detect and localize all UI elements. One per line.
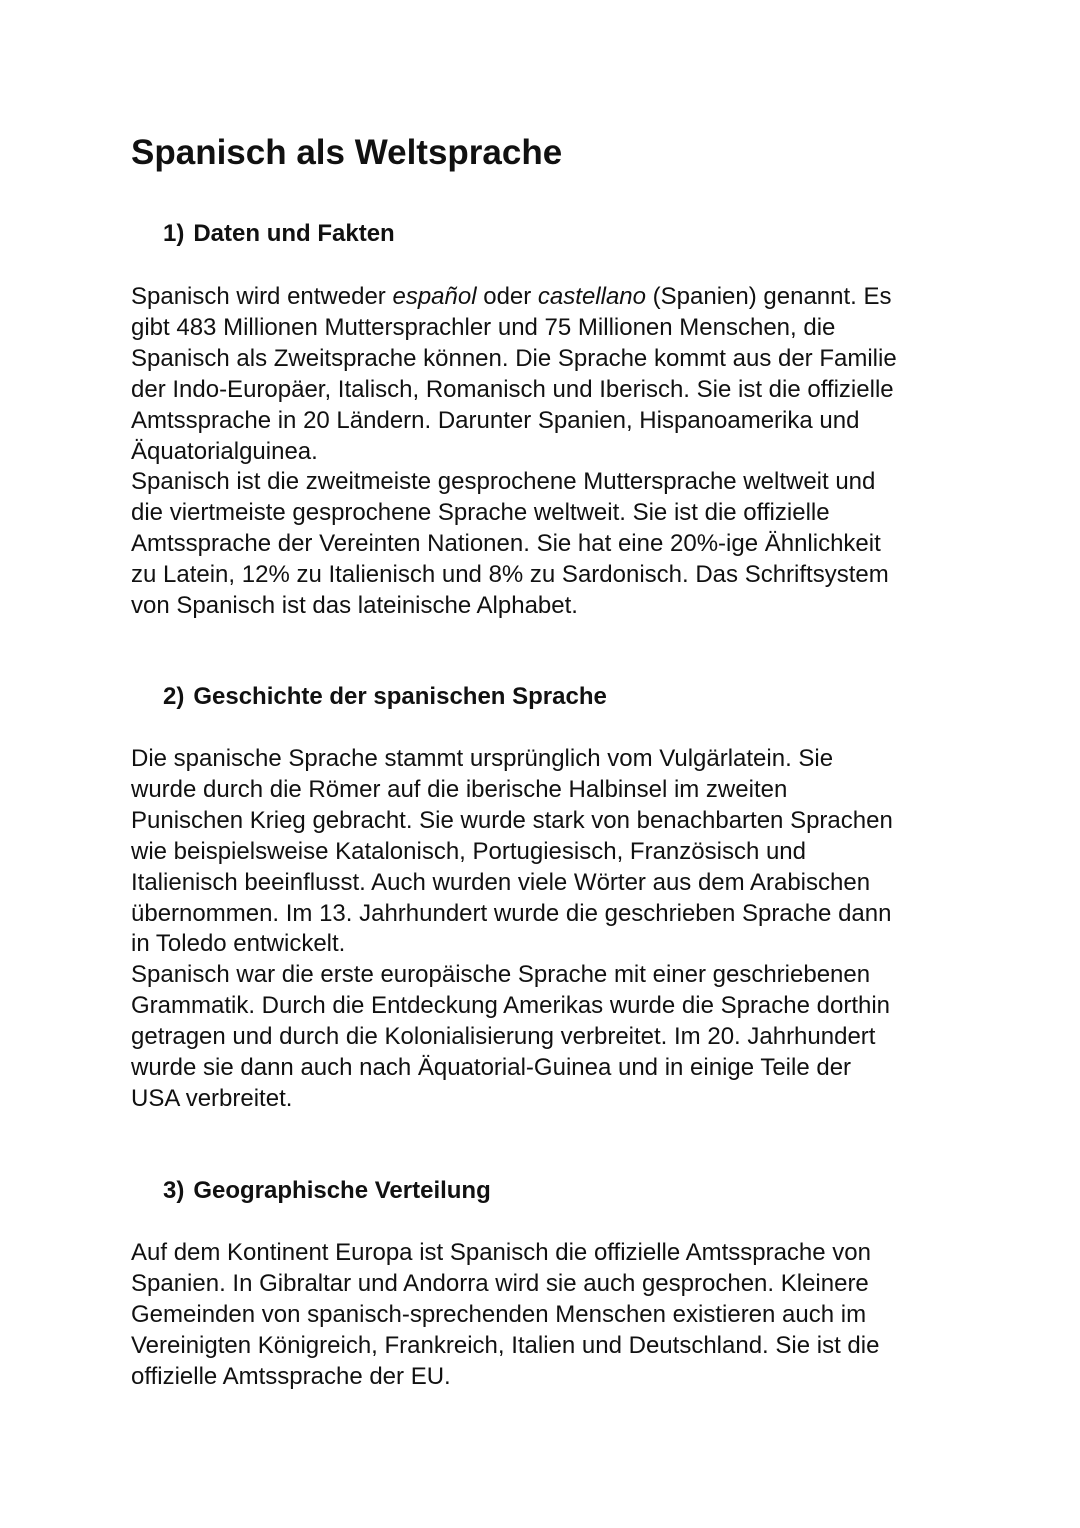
paragraph-line: Spanisch als Zweitsprache können. Die Sprache kommt aus der Familie — [131, 344, 897, 372]
section-number: 1) — [163, 220, 185, 247]
paragraph-line: Punischen Krieg gebracht. Sie wurde stark von benachbarten Sprachen — [131, 806, 893, 834]
page-title: Spanisch als Weltsprache — [131, 133, 563, 172]
italic-term-castellano: castellano — [537, 283, 646, 310]
section-number: 3) — [163, 1177, 185, 1204]
section-heading-text: Geographische Verteilung — [193, 1177, 491, 1204]
italic-term-espanol: español — [392, 283, 477, 310]
section-paragraph-geschichte — [131, 744, 961, 1115]
paragraph-line: übernommen. Im 13. Jahrhundert wurde die geschrieben Sprache dann — [131, 899, 892, 927]
paragraph-line — [131, 282, 961, 313]
text-run: Spanisch wird entweder — [131, 283, 393, 310]
paragraph-line: Vereinigten Königreich, Frankreich, Italien und Deutschland. Sie ist die — [131, 1331, 880, 1359]
section-paragraph-daten-und-fakten — [131, 282, 961, 622]
section-number: 2) — [163, 683, 185, 710]
paragraph-line: gibt 483 Millionen Muttersprachler und 75 Millionen Menschen, die — [131, 313, 836, 341]
paragraph-line: Äquatorialguinea. — [131, 437, 318, 465]
paragraph-line: Gemeinden von spanisch-sprechenden Menschen existieren auch im — [131, 1300, 867, 1328]
paragraph-line: in Toledo entwickelt. — [131, 930, 346, 958]
paragraph-line: USA verbreitet. — [131, 1084, 293, 1112]
section-heading-text: Daten und Fakten — [193, 220, 395, 247]
paragraph-line: Die spanische Sprache stammt ursprünglich vom Vulgärlatein. Sie — [131, 745, 834, 772]
section-heading-text: Geschichte der spanischen Sprache — [193, 683, 607, 710]
paragraph-line: wurde durch die Römer auf die iberische Halbinsel im zweiten — [131, 775, 788, 803]
text-run: (Spanien) genannt. Es — [646, 283, 892, 310]
paragraph-line: Amtssprache in 20 Ländern. Darunter Spanien, Hispanoamerika und — [131, 406, 860, 434]
paragraph-line: offizielle Amtssprache der EU. — [131, 1362, 451, 1390]
paragraph-line: die viertmeiste gesprochene Sprache weltweit. Sie ist die offizielle — [131, 499, 830, 527]
section-heading-geographische-verteilung — [163, 1176, 491, 1206]
paragraph-line: Spanisch war die erste europäische Sprache mit einer geschriebenen — [131, 961, 871, 989]
paragraph-line: von Spanisch ist das lateinische Alphabet. — [131, 592, 578, 620]
paragraph-line: Spanisch ist die zweitmeiste gesprochene Muttersprache weltweit und — [131, 468, 876, 496]
section-heading-daten-und-fakten — [163, 219, 395, 249]
paragraph-line: Italienisch beeinflusst. Auch wurden viele Wörter aus dem Arabischen — [131, 868, 871, 896]
paragraph-line: Auf dem Kontinent Europa ist Spanisch die offizielle Amtssprache von — [131, 1239, 871, 1266]
section-paragraph-geographische-verteilung — [131, 1238, 961, 1393]
paragraph-line: wurde sie dann auch nach Äquatorial-Guinea und in einige Teile der — [131, 1054, 852, 1082]
paragraph-line: Amtssprache der Vereinten Nationen. Sie hat eine 20%-ige Ähnlichkeit — [131, 530, 881, 558]
paragraph-line: zu Latein, 12% zu Italienisch und 8% zu Sardonisch. Das Schriftsystem — [131, 561, 889, 589]
paragraph-line: der Indo-Europäer, Italisch, Romanisch und Iberisch. Sie ist die offizielle — [131, 375, 894, 403]
text-run: oder — [476, 283, 538, 310]
paragraph-line: wie beispielsweise Katalonisch, Portugiesisch, Französisch und — [131, 837, 806, 865]
paragraph-line: Grammatik. Durch die Entdeckung Amerikas wurde die Sprache dorthin — [131, 992, 891, 1020]
paragraph-line: Spanien. In Gibraltar und Andorra wird sie auch gesprochen. Kleinere — [131, 1269, 869, 1297]
section-heading-geschichte — [163, 682, 607, 712]
paragraph-line: getragen und durch die Kolonialisierung verbreitet. Im 20. Jahrhundert — [131, 1023, 876, 1051]
